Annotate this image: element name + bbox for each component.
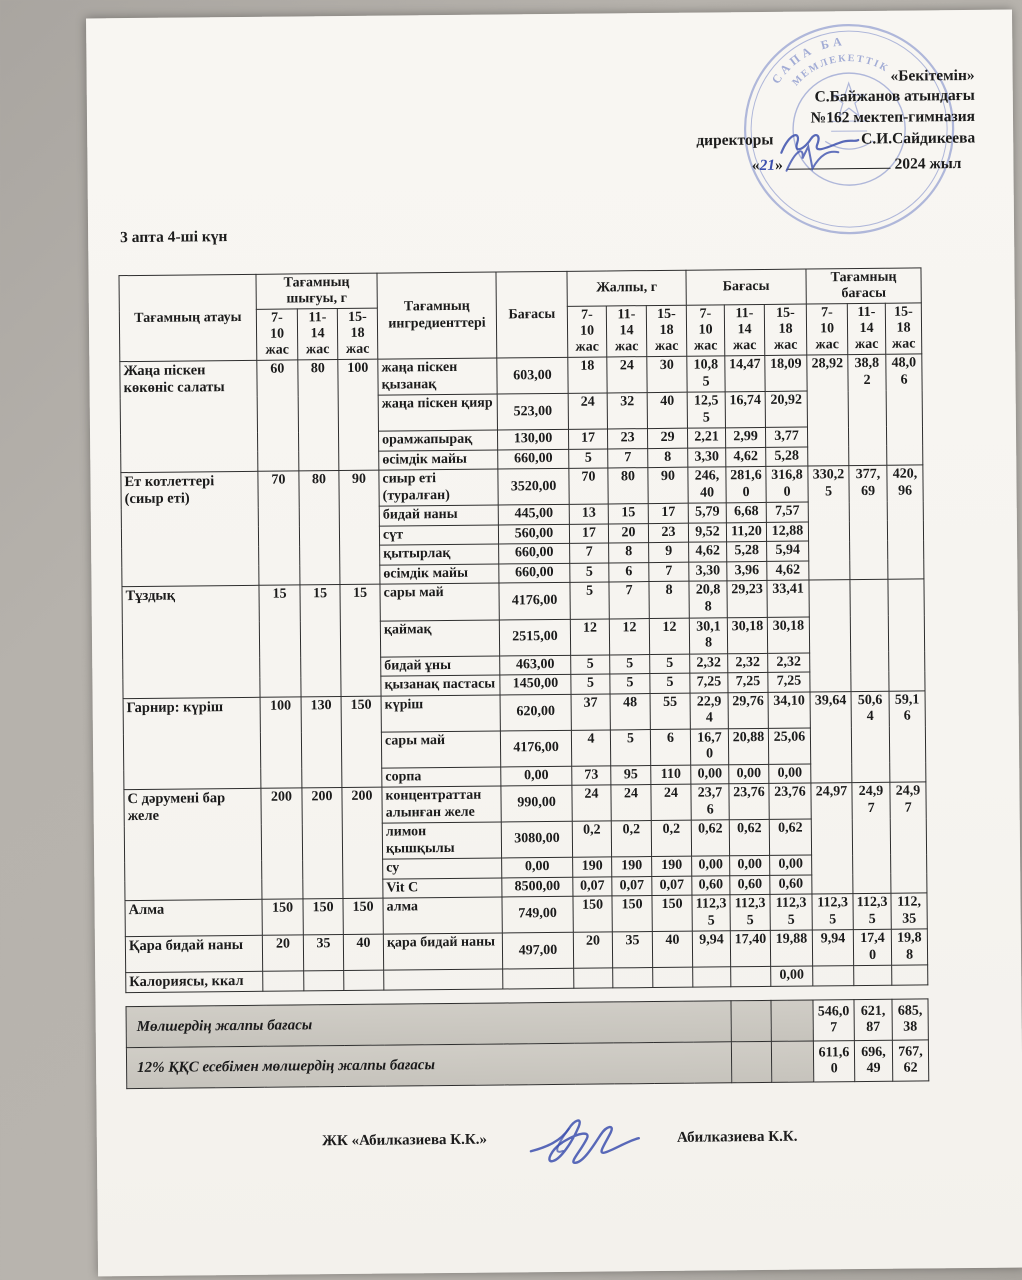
col-header-total-group: Жалпы, г bbox=[567, 270, 686, 306]
col-header-age: 11- 14 жас bbox=[724, 304, 764, 356]
summary-empty-cell bbox=[771, 1000, 813, 1041]
grams-cell: 12 bbox=[609, 618, 649, 654]
ingredient-name-cell: сары май bbox=[380, 583, 499, 620]
col-header-age: 15- 18 жас bbox=[885, 303, 922, 355]
cost-cell: 7,25 bbox=[768, 672, 810, 692]
meal-total-cell: 19,88 bbox=[891, 929, 927, 965]
grams-cell: 5 bbox=[570, 582, 609, 618]
summary-table bbox=[126, 999, 930, 1090]
grams-cell: 24 bbox=[651, 784, 691, 820]
quote-close: » bbox=[774, 157, 783, 175]
portion-cell bbox=[304, 971, 344, 991]
grams-cell: 23 bbox=[648, 523, 688, 543]
grams-cell: 32 bbox=[607, 393, 647, 429]
cost-cell: 112,35 bbox=[770, 894, 812, 930]
grams-cell: 70 bbox=[569, 468, 608, 504]
col-header-age: 11- 14 жас bbox=[847, 303, 885, 355]
meal-total-cell: 112,35 bbox=[812, 894, 853, 930]
portion-cell: 150 bbox=[262, 899, 303, 935]
col-header-output-group: Тағамның шығуы, г bbox=[256, 273, 377, 309]
cost-cell: 25,06 bbox=[768, 728, 810, 764]
cost-cell: 9,94 bbox=[692, 931, 730, 967]
ingredient-price-cell: 463,00 bbox=[500, 655, 571, 675]
portion-cell: 200 bbox=[261, 788, 303, 899]
handwritten-day: 21 bbox=[759, 157, 776, 175]
ingredient-name-cell: сары май bbox=[381, 731, 500, 768]
ingredient-price-cell: 3080,00 bbox=[501, 821, 572, 858]
meal-total-cell: 24,97 bbox=[811, 783, 853, 894]
cost-cell: 16,74 bbox=[725, 392, 765, 428]
grams-cell: 0,2 bbox=[572, 821, 611, 857]
ingredient-price-cell: 1450,00 bbox=[500, 674, 571, 694]
portion-cell: 150 bbox=[341, 696, 382, 788]
col-header-meal-price-group: Тағамның бағасы bbox=[806, 268, 921, 304]
col-header-dish: Тағамның атауы bbox=[119, 274, 257, 362]
grams-cell: 7 bbox=[608, 448, 648, 468]
ingredient-price-cell: 603,00 bbox=[497, 358, 568, 395]
cost-cell: 3,30 bbox=[688, 448, 726, 468]
ingredient-price-cell: 3520,00 bbox=[498, 469, 569, 506]
portion-cell: 130 bbox=[301, 696, 342, 788]
grams-cell: 0,07 bbox=[573, 877, 612, 897]
stamp-arc-text: САПА БА bbox=[768, 34, 847, 87]
cost-cell: 5,28 bbox=[727, 542, 767, 562]
grams-cell: 5 bbox=[610, 674, 650, 694]
ingredient-price-cell: 660,00 bbox=[499, 544, 570, 564]
dish-name-cell: С дәрумені бар желе bbox=[124, 788, 262, 900]
ingredient-price-cell: 523,00 bbox=[497, 394, 568, 431]
approval-line-1: «Бекітемін» bbox=[890, 66, 975, 85]
ingredient-name-cell: жаңа піскен қияр bbox=[378, 394, 497, 431]
cost-cell: 6,68 bbox=[726, 503, 766, 523]
summary-value-cell: 767,62 bbox=[892, 1040, 928, 1081]
grams-cell: 110 bbox=[651, 765, 691, 785]
grams-cell: 7 bbox=[609, 582, 649, 618]
grams-cell: 24 bbox=[568, 393, 607, 429]
grams-cell: 18 bbox=[568, 357, 607, 393]
footer-company: ЖК «Абилказиева К.К.» bbox=[322, 1131, 488, 1150]
date-year: 2024 жыл bbox=[894, 155, 962, 174]
approval-block bbox=[87, 34, 976, 183]
cost-cell: 5,79 bbox=[688, 503, 726, 523]
grams-cell: 12 bbox=[649, 618, 689, 654]
col-header-age: 11- 14 жас bbox=[297, 309, 337, 361]
ingredient-name-cell: қара бидай наны bbox=[383, 933, 502, 970]
portion-cell: 35 bbox=[303, 935, 343, 971]
grams-cell: 5 bbox=[569, 449, 608, 469]
meal-total-cell bbox=[888, 579, 925, 690]
cost-cell: 12,88 bbox=[766, 522, 808, 542]
grams-cell: 35 bbox=[612, 932, 652, 968]
portion-cell: 15 bbox=[259, 585, 301, 696]
grams-cell: 0,2 bbox=[611, 821, 651, 857]
ingredient-name-cell: сорпа bbox=[382, 767, 501, 788]
cost-cell: 30,18 bbox=[727, 617, 767, 653]
grams-cell: 150 bbox=[573, 896, 612, 932]
meal-total-cell: 48,06 bbox=[886, 354, 923, 465]
grams-cell: 7 bbox=[570, 543, 609, 563]
meal-total-cell: 330,25 bbox=[808, 466, 850, 580]
ingredient-price-cell: 749,00 bbox=[502, 897, 573, 934]
col-header-age: 15- 18 жас bbox=[764, 304, 806, 356]
ingredient-name-cell: орамжапырақ bbox=[379, 430, 498, 451]
col-header-price-group: Бағасы bbox=[686, 269, 806, 305]
meal-total-cell: 59,16 bbox=[889, 690, 926, 782]
ingredient-name-cell: бидай ұны bbox=[381, 656, 500, 677]
grams-cell: 7 bbox=[649, 562, 689, 582]
document-page bbox=[86, 10, 1022, 1277]
meal-total-cell: 24,97 bbox=[852, 782, 891, 893]
grams-cell: 24 bbox=[607, 357, 647, 393]
portion-cell: 200 bbox=[342, 787, 383, 898]
grams-cell: 40 bbox=[652, 931, 692, 967]
approval-line-2: С.Байжанов атындағы bbox=[814, 87, 975, 106]
cost-cell: 7,25 bbox=[690, 673, 728, 693]
col-header-price: Бағасы bbox=[496, 271, 568, 358]
grams-cell: 5 bbox=[650, 673, 690, 693]
portion-cell: 20 bbox=[262, 935, 303, 971]
grams-cell: 6 bbox=[650, 729, 690, 765]
grams-cell: 0,07 bbox=[652, 876, 692, 896]
director-label: директоры bbox=[696, 131, 774, 150]
cost-cell: 4,62 bbox=[689, 542, 727, 562]
approval-line-3: №162 мектеп-гимназия bbox=[810, 107, 976, 127]
director-name: С.И.Сайдикеева bbox=[861, 129, 976, 148]
cost-cell: 5,28 bbox=[766, 447, 808, 467]
cost-cell: 0,00 bbox=[769, 764, 811, 784]
col-header-age: 15- 18 жас bbox=[646, 305, 686, 357]
summary-empty-cell bbox=[771, 1041, 813, 1082]
grams-cell: 0,2 bbox=[651, 820, 691, 856]
portion-cell bbox=[344, 970, 384, 990]
cost-cell: 2,32 bbox=[728, 653, 768, 673]
cost-cell: 0,60 bbox=[692, 876, 730, 896]
stamp-arc-text-2: МЕМЛЕКЕТТІК bbox=[790, 53, 891, 89]
ingredient-name-cell: бидай наны bbox=[379, 505, 498, 526]
col-header-age: 7- 10 жас bbox=[806, 304, 847, 356]
grams-cell: 9 bbox=[649, 543, 689, 563]
grams-cell: 8 bbox=[649, 582, 689, 618]
portion-cell: 80 bbox=[299, 471, 340, 585]
col-header-ingredients: Тағамның ингредиенттері bbox=[377, 272, 497, 360]
ingredient-price-cell: 8500,00 bbox=[502, 877, 573, 897]
cost-cell: 10,85 bbox=[687, 356, 725, 392]
cost-cell: 3,30 bbox=[689, 562, 727, 582]
cost-cell: 33,41 bbox=[767, 580, 809, 616]
ingredient-price-cell: 445,00 bbox=[498, 505, 569, 525]
portion-cell: 100 bbox=[338, 359, 379, 470]
date-blank-line bbox=[787, 152, 891, 170]
grams-cell: 23 bbox=[608, 429, 648, 449]
ingredient-price-cell: 4176,00 bbox=[500, 730, 571, 767]
meal-total-cell: 9,94 bbox=[812, 930, 853, 966]
meal-total-cell bbox=[854, 966, 892, 986]
cost-cell: 246,40 bbox=[688, 467, 726, 503]
grams-cell: 13 bbox=[569, 504, 608, 524]
ingredient-name-cell: өсімдік майы bbox=[379, 450, 498, 471]
ingredient-name-cell: концентраттан алынған желе bbox=[382, 786, 501, 823]
col-header-age: 7- 10 жас bbox=[256, 309, 297, 361]
cost-cell: 0,00 bbox=[771, 966, 813, 987]
cost-cell: 19,88 bbox=[770, 930, 812, 966]
portion-cell: 150 bbox=[343, 898, 383, 934]
dish-name-cell: Тұздық bbox=[122, 586, 260, 698]
cost-cell: 316,80 bbox=[766, 466, 808, 502]
grams-cell: 73 bbox=[572, 766, 611, 786]
dish-name-cell: Гарнир: күріш bbox=[123, 697, 261, 790]
dish-name-cell: Қара бидай наны bbox=[125, 936, 262, 973]
cost-cell: 0,60 bbox=[730, 875, 770, 895]
summary-value-cell: 685,38 bbox=[892, 999, 928, 1040]
ingredient-name-cell: өсімдік майы bbox=[380, 564, 499, 585]
meal-total-cell: 420,96 bbox=[887, 465, 924, 579]
portion-cell: 80 bbox=[298, 360, 339, 471]
quote-open: « bbox=[751, 157, 760, 175]
cost-cell: 34,10 bbox=[768, 692, 810, 728]
col-header-age: 11- 14 жас bbox=[606, 306, 646, 358]
cost-cell: 0,62 bbox=[691, 820, 729, 856]
col-header-age: 7- 10 жас bbox=[567, 306, 606, 358]
cost-cell bbox=[731, 967, 771, 987]
grams-cell: 150 bbox=[612, 896, 652, 932]
cost-cell: 0,60 bbox=[770, 875, 812, 895]
grams-cell: 4 bbox=[571, 730, 610, 766]
grams-cell: 80 bbox=[608, 468, 648, 504]
grams-cell: 8 bbox=[609, 543, 649, 563]
grams-cell: 190 bbox=[652, 856, 692, 876]
meal-total-cell: 377,69 bbox=[849, 466, 888, 580]
ingredient-name-cell: алма bbox=[383, 897, 502, 934]
grams-cell: 15 bbox=[608, 504, 648, 524]
meal-total-cell bbox=[850, 580, 889, 691]
portion-cell: 15 bbox=[300, 585, 341, 696]
ingredient-price-cell: 497,00 bbox=[502, 933, 573, 970]
meal-total-cell: 17,40 bbox=[853, 930, 891, 966]
grams-cell: 5 bbox=[650, 654, 690, 674]
cost-cell: 5,94 bbox=[767, 541, 809, 561]
cost-cell: 11,20 bbox=[726, 522, 766, 542]
cost-cell: 3,96 bbox=[727, 561, 767, 581]
portion-cell: 70 bbox=[258, 471, 300, 585]
signature-icon bbox=[517, 1111, 648, 1168]
cost-cell: 22,94 bbox=[690, 692, 728, 728]
cost-cell: 0,62 bbox=[729, 820, 769, 856]
cost-cell: 17,40 bbox=[730, 931, 770, 967]
cost-cell: 0,00 bbox=[770, 855, 812, 875]
grams-cell: 150 bbox=[652, 895, 692, 931]
cost-cell: 2,21 bbox=[688, 428, 726, 448]
grams-cell: 55 bbox=[650, 693, 690, 729]
ingredient-name-cell: сүт bbox=[379, 525, 498, 546]
cost-cell: 7,25 bbox=[728, 672, 768, 692]
cost-cell: 281,60 bbox=[726, 467, 766, 503]
portion-cell: 100 bbox=[260, 696, 302, 788]
grams-cell: 29 bbox=[648, 429, 688, 449]
summary-empty-cell bbox=[731, 1042, 771, 1083]
portion-cell: 200 bbox=[302, 788, 343, 899]
cost-cell: 23,76 bbox=[769, 783, 811, 819]
meal-total-cell: 112,35 bbox=[853, 893, 891, 929]
cost-cell: 0,00 bbox=[692, 856, 730, 876]
cost-cell: 112,35 bbox=[730, 895, 770, 931]
ingredient-name-cell: күріш bbox=[381, 695, 500, 732]
summary-value-cell: 611,60 bbox=[813, 1041, 854, 1082]
portion-cell bbox=[263, 971, 304, 992]
ingredient-name-cell: қаймақ bbox=[380, 620, 499, 657]
ingredient-price-cell: 990,00 bbox=[501, 785, 572, 822]
meal-total-cell: 50,64 bbox=[851, 691, 890, 783]
grams-cell: 90 bbox=[648, 468, 688, 504]
cost-cell: 20,88 bbox=[689, 581, 727, 617]
meal-total-cell: 112,35 bbox=[891, 893, 927, 929]
grams-cell: 30 bbox=[647, 356, 687, 392]
grams-cell: 95 bbox=[611, 765, 651, 785]
grams-cell bbox=[574, 968, 613, 988]
cost-cell: 23,76 bbox=[691, 784, 729, 820]
cost-cell: 4,62 bbox=[767, 561, 809, 581]
ingredient-price-cell: 130,00 bbox=[498, 430, 569, 450]
grams-cell: 20 bbox=[573, 932, 612, 968]
cost-cell bbox=[693, 967, 731, 987]
summary-label-cell: Мөлшердің жалпы бағасы bbox=[126, 1001, 731, 1048]
cost-cell: 23,76 bbox=[729, 784, 769, 820]
meal-total-cell bbox=[809, 580, 851, 691]
cost-cell: 18,09 bbox=[765, 355, 807, 391]
grams-cell: 40 bbox=[647, 393, 687, 429]
cost-cell: 20,92 bbox=[765, 391, 807, 427]
ingredient-price-cell: 2515,00 bbox=[499, 619, 570, 656]
ingredient-price-cell: 560,00 bbox=[498, 524, 569, 544]
summary-value-cell: 621,87 bbox=[854, 1000, 892, 1041]
dish-name-cell: Калориясы, ккал bbox=[126, 972, 263, 993]
cost-cell: 20,88 bbox=[728, 728, 768, 764]
cost-cell: 4,62 bbox=[726, 447, 766, 467]
grams-cell: 5 bbox=[610, 654, 650, 674]
grams-cell: 8 bbox=[648, 448, 688, 468]
menu-table-wrap bbox=[118, 266, 1022, 1089]
cost-cell: 29,76 bbox=[728, 692, 768, 728]
cost-cell: 29,23 bbox=[727, 581, 767, 617]
summary-value-cell: 696,49 bbox=[854, 1041, 892, 1082]
page-title: 3 апта 4-ші күн bbox=[120, 227, 228, 246]
cost-cell: 0,00 bbox=[729, 764, 769, 784]
grams-cell: 48 bbox=[610, 693, 650, 729]
cost-cell: 0,00 bbox=[730, 856, 770, 876]
cost-cell: 30,18 bbox=[689, 617, 727, 653]
cost-cell: 0,00 bbox=[691, 764, 729, 784]
ingredient-name-cell: сиыр еті (туралған) bbox=[379, 469, 498, 506]
ingredient-price-cell: 620,00 bbox=[500, 694, 571, 731]
cost-cell: 0,62 bbox=[769, 819, 811, 855]
grams-cell: 37 bbox=[571, 694, 610, 730]
handwritten-month-icon bbox=[778, 142, 848, 177]
cost-cell: 9,52 bbox=[688, 523, 726, 543]
ingredient-price-cell: 660,00 bbox=[498, 449, 569, 469]
grams-cell: 5 bbox=[571, 674, 610, 694]
ingredient-price-cell: 0,00 bbox=[501, 766, 572, 786]
summary-value-cell: 546,07 bbox=[813, 1000, 854, 1041]
ingredient-name-cell bbox=[384, 969, 503, 990]
meal-total-cell: 39,64 bbox=[810, 691, 852, 783]
grams-cell: 6 bbox=[609, 563, 649, 583]
col-header-age: 15- 18 жас bbox=[337, 308, 378, 360]
grams-cell: 12 bbox=[570, 618, 609, 654]
grams-cell: 5 bbox=[610, 729, 650, 765]
cost-cell: 2,32 bbox=[768, 653, 810, 673]
grams-cell bbox=[653, 967, 693, 987]
grams-cell bbox=[613, 968, 653, 988]
cost-cell: 14,47 bbox=[725, 356, 765, 392]
dish-name-cell: Жаңа піскен көкөніс салаты bbox=[120, 361, 258, 473]
grams-cell: 190 bbox=[612, 857, 652, 877]
summary-label-cell: 12% ҚҚС есебімен мөлшердің жалпы бағасы bbox=[126, 1042, 731, 1089]
menu-table bbox=[118, 267, 928, 993]
ingredient-price-cell: 660,00 bbox=[499, 563, 570, 583]
grams-cell: 0,07 bbox=[612, 876, 652, 896]
ingredient-name-cell: лимон қышқылы bbox=[382, 822, 501, 859]
grams-cell: 20 bbox=[608, 523, 648, 543]
meal-total-cell bbox=[892, 965, 928, 985]
ingredient-price-cell: 4176,00 bbox=[499, 583, 570, 620]
footer-signer: Абилказиева К.К. bbox=[676, 1128, 798, 1146]
col-header-age: 7- 10 жас bbox=[686, 305, 724, 357]
ingredient-name-cell: су bbox=[383, 858, 502, 879]
grams-cell: 17 bbox=[648, 504, 688, 524]
grams-cell: 5 bbox=[570, 563, 609, 583]
cost-cell: 3,77 bbox=[765, 427, 807, 447]
dish-name-cell: Алма bbox=[125, 900, 262, 937]
portion-cell: 40 bbox=[343, 934, 383, 970]
cost-cell: 2,99 bbox=[725, 428, 765, 448]
grams-cell: 17 bbox=[569, 524, 608, 544]
cost-cell: 12,55 bbox=[687, 392, 725, 428]
grams-cell: 190 bbox=[573, 857, 612, 877]
portion-cell: 90 bbox=[339, 471, 380, 585]
cost-cell: 30,18 bbox=[767, 617, 809, 653]
portion-cell: 150 bbox=[303, 899, 343, 935]
ingredient-name-cell: қытырлақ bbox=[380, 544, 499, 565]
grams-cell: 24 bbox=[572, 785, 611, 821]
ingredient-price-cell bbox=[503, 969, 574, 990]
summary-row bbox=[126, 1040, 928, 1089]
grams-cell: 5 bbox=[571, 654, 610, 674]
meal-total-cell: 38,82 bbox=[848, 355, 887, 466]
meal-total-cell bbox=[813, 966, 854, 987]
grams-cell: 17 bbox=[569, 429, 608, 449]
meal-total-cell: 24,97 bbox=[890, 782, 927, 893]
cost-cell: 7,57 bbox=[766, 502, 808, 522]
grams-cell: 24 bbox=[611, 785, 651, 821]
ingredient-name-cell: қызанақ пастасы bbox=[381, 675, 500, 696]
meal-total-cell: 28,92 bbox=[807, 355, 849, 466]
cost-cell: 16,70 bbox=[690, 728, 728, 764]
cost-cell: 2,32 bbox=[690, 653, 728, 673]
summary-empty-cell bbox=[731, 1001, 771, 1042]
dish-name-cell: Ет котлеттері (сиыр еті) bbox=[121, 472, 259, 587]
ingredient-name-cell: Vit C bbox=[383, 878, 502, 899]
portion-cell: 15 bbox=[340, 585, 381, 696]
ingredient-price-cell: 0,00 bbox=[502, 858, 573, 878]
cost-cell: 112,35 bbox=[692, 895, 730, 931]
footer-signature-block bbox=[97, 1107, 1022, 1172]
portion-cell: 60 bbox=[257, 360, 299, 471]
ingredient-name-cell: жаңа піскен қызанақ bbox=[378, 358, 497, 395]
